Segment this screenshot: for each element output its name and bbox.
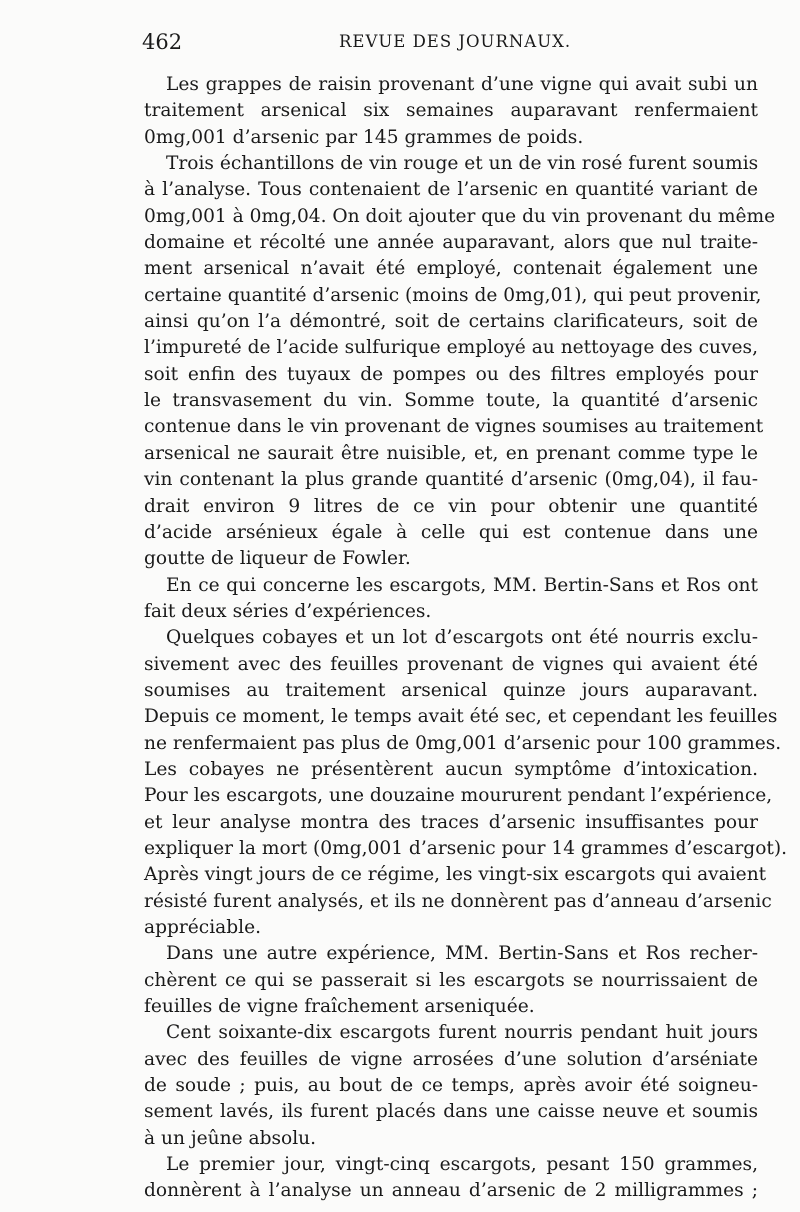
text-line: l’impureté de l’acide sulfurique employé au nettoyage des cuves, bbox=[144, 337, 758, 359]
text-line: Quelques cobayes et un lot d’escargots ont été nourris exclu- bbox=[166, 627, 758, 649]
text-line: chèrent ce qui se passerait si les escargots se nourrissaient de bbox=[144, 969, 758, 991]
text-line: Après vingt jours de ce régime, les vingt-six escargots qui avaient bbox=[144, 864, 767, 886]
text-line: contenue dans le vin provenant de vignes soumises au traitement bbox=[144, 416, 764, 438]
text-line: vin contenant la plus grande quantité d’arsenic (0mg,04), il fau- bbox=[144, 469, 758, 491]
text-line: sivement avec des feuilles provenant de vignes qui avaient été bbox=[144, 653, 758, 675]
text-line: Depuis ce moment, le temps avait été sec, et cependant les feuilles bbox=[144, 706, 778, 728]
text-line: drait environ 9 litres de ce vin pour obtenir une quantité bbox=[144, 495, 758, 517]
text-line: à un jeûne absolu. bbox=[144, 1127, 317, 1149]
paragraph bbox=[144, 573, 758, 626]
paragraph bbox=[144, 1152, 758, 1205]
page-header bbox=[142, 30, 750, 60]
text-line: soit enfin des tuyaux de pompes ou des filtres employés pour bbox=[144, 363, 758, 385]
body-text bbox=[144, 72, 788, 1205]
text-line: goutte de liqueur de Fowler. bbox=[144, 548, 411, 570]
text-line: En ce qui concerne les escargots, MM. Bertin-Sans et Ros ont bbox=[166, 574, 758, 596]
text-line: ainsi qu’on l’a démontré, soit de certains clarificateurs, soit de bbox=[144, 311, 758, 333]
text-line: certaine quantité d’arsenic (moins de 0mg,01), qui peut provenir, bbox=[144, 284, 762, 306]
text-line: fait deux séries d’expériences. bbox=[144, 600, 432, 622]
text-line: appréciable. bbox=[144, 917, 261, 938]
text-line: le transvasement du vin. Somme toute, la quantité d’arsenic bbox=[144, 390, 758, 412]
text-line: de soude ; puis, au bout de ce temps, après avoir été soigneu- bbox=[144, 1075, 758, 1097]
text-line: ne renfermaient pas plus de 0mg,001 d’arsenic pour 100 grammes. bbox=[144, 732, 782, 754]
paragraph bbox=[144, 625, 788, 941]
text-line: ment arsenical n’avait été employé, contenait également une bbox=[144, 258, 758, 280]
text-line: Les grappes de raisin provenant d’une vigne qui avait subi un bbox=[166, 74, 758, 95]
text-line: 0mg,001 à 0mg,04. On doit ajouter que du vin provenant du même bbox=[144, 205, 776, 227]
text-line: Pour les escargots, une douzaine moururent pendant l’expérience, bbox=[144, 785, 773, 807]
paragraph bbox=[144, 72, 758, 151]
text-line: domaine et récolté une année auparavant, alors que nul traite- bbox=[144, 232, 758, 254]
text-line: feuilles de vigne fraîchement arseniquée. bbox=[144, 996, 535, 1018]
text-line: donnèrent à l’analyse un anneau d’arsenic de 2 milligrammes ; bbox=[144, 1180, 758, 1202]
text-line: Trois échantillons de vin rouge et un de vin rosé furent soumis bbox=[166, 153, 759, 175]
text-line: arsenical ne saurait être nuisible, et, en prenant comme type le bbox=[144, 442, 758, 464]
text-line: résisté furent analysés, et ils ne donnèrent pas d’anneau d’arsenic bbox=[144, 890, 772, 912]
text-line: avec des feuilles de vigne arrosées d’une solution d’arséniate bbox=[144, 1048, 758, 1070]
text-line: 0mg,001 d’arsenic par 145 grammes de poids. bbox=[144, 126, 584, 148]
text-line: et leur analyse montra des traces d’arsenic insuffisantes pour bbox=[144, 811, 758, 833]
text-line: Le premier jour, vingt-cinq escargots, pesant 150 grammes, bbox=[166, 1154, 758, 1176]
text-line: soumises au traitement arsenical quinze jours auparavant. bbox=[144, 679, 758, 701]
page-number: 462 bbox=[142, 30, 183, 54]
text-line: Cent soixante-dix escargots furent nourris pendant huit jours bbox=[166, 1022, 758, 1044]
text-line: d’acide arsénieux égale à celle qui est contenue dans une bbox=[144, 521, 758, 543]
text-line: traitement arsenical six semaines auparavant renfermaient bbox=[144, 100, 758, 122]
paragraph bbox=[144, 941, 758, 1020]
paragraph bbox=[144, 1020, 758, 1152]
text-line: à l’analyse. Tous contenaient de l’arsenic en quantité variant de bbox=[144, 179, 758, 201]
running-title: REVUE DES JOURNAUX. bbox=[339, 32, 572, 51]
text-line: sement lavés, ils furent placés dans une caisse neuve et soumis bbox=[144, 1101, 758, 1123]
paragraph bbox=[144, 151, 776, 573]
text-line: Dans une autre expérience, MM. Bertin-Sans et Ros recher- bbox=[166, 943, 758, 965]
text-line: Les cobayes ne présentèrent aucun symptôme d’intoxication. bbox=[144, 758, 758, 780]
text-line: expliquer la mort (0mg,001 d’arsenic pour 14 grammes d’escargot). bbox=[144, 837, 788, 859]
